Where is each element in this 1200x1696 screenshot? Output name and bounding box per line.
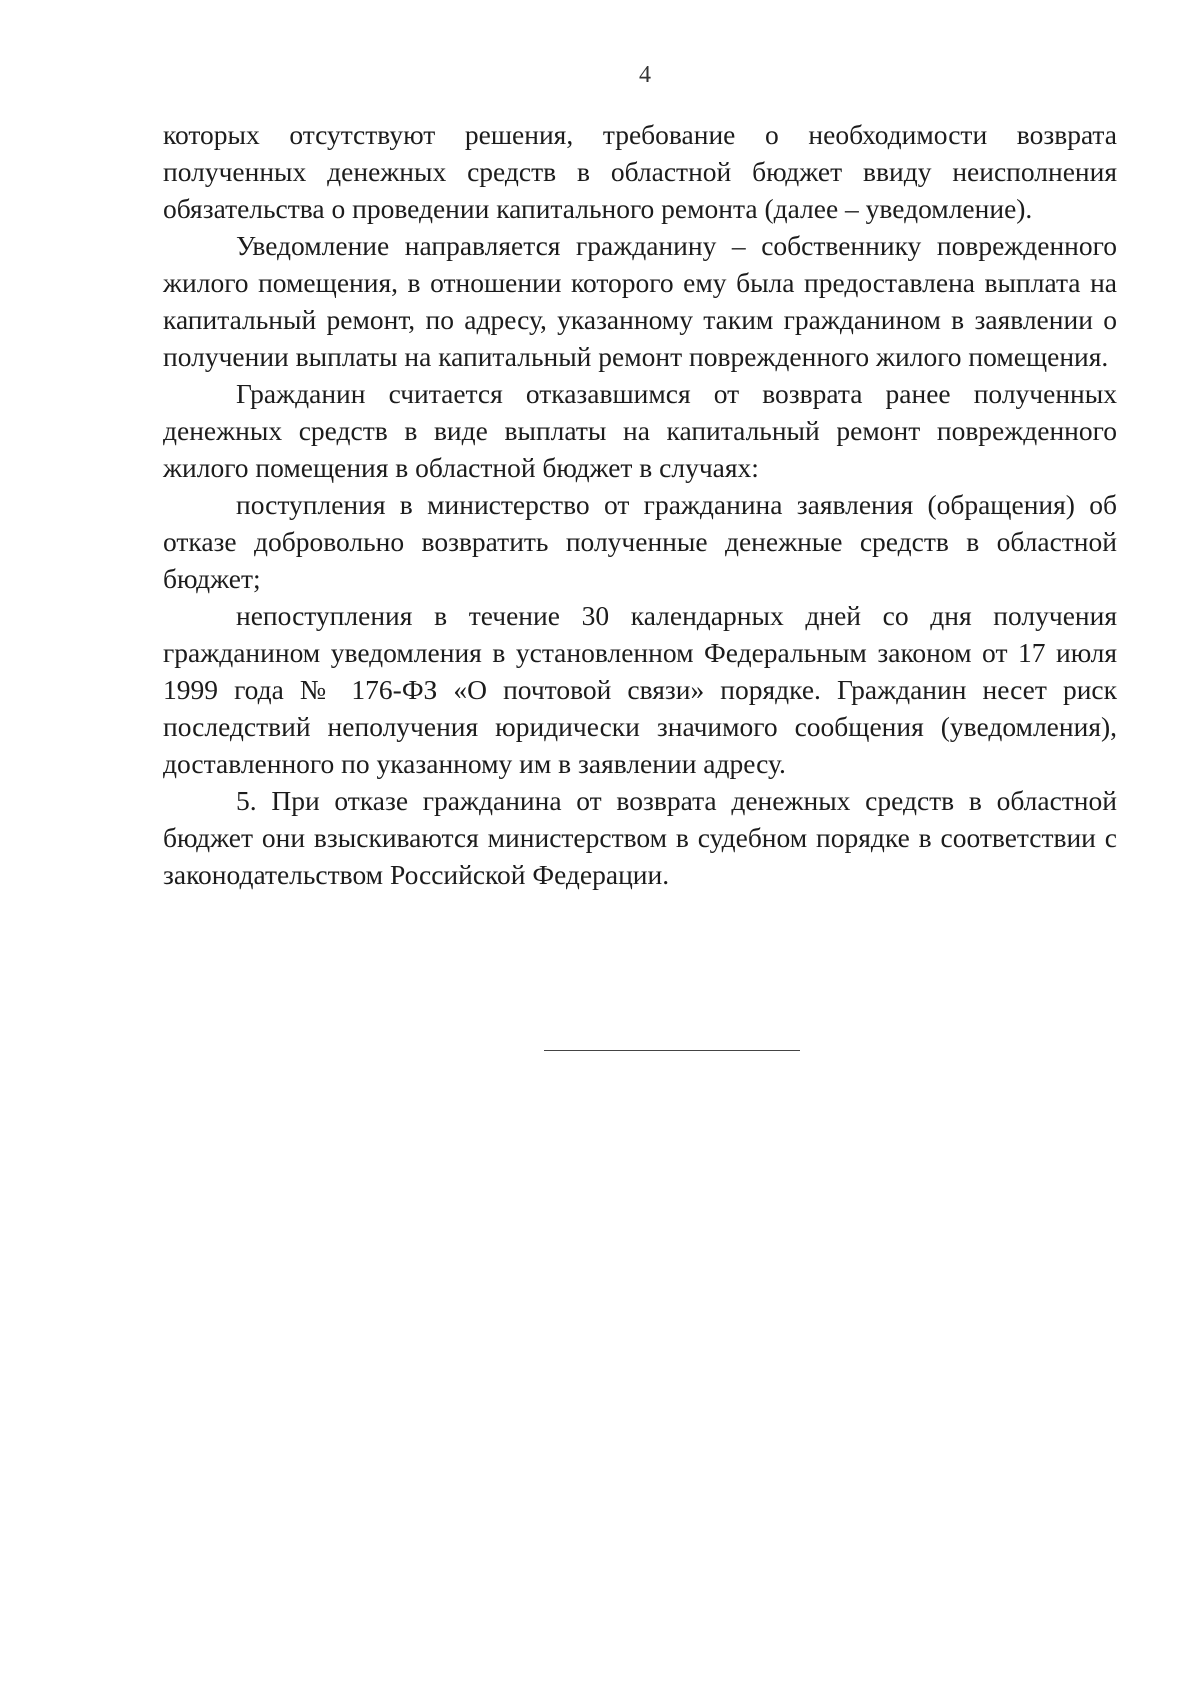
paragraph-refusal-case-application: поступления в министерство от гражданина заявления (обращения) об отказе добровольно возвратить полученные денежные средств в областной бюджет;: [163, 489, 1117, 594]
paragraph-continuation: которых отсутствуют решения, требование о необходимости возврата полученных денежных средств в областной бюджет ввиду неисполнения обязательства о проведении капитального ремонта (далее – уведомление).: [163, 119, 1117, 224]
document-body: [163, 116, 1117, 893]
page-number: 4: [639, 62, 651, 88]
paragraph-clause-5: 5. При отказе гражданина от возврата денежных средств в областной бюджет они взыскиваются министерством в судебном порядке в соответствии с законодательством Российской Федерации.: [163, 785, 1117, 890]
paragraph-refusal-case-no-response: непоступления в течение 30 календарных дней со дня получения гражданином уведомления в установленном Федеральным законом от 17 июля 1999 года № 176-ФЗ «О почтовой связи» порядке. Гражданин несет риск последствий неполучения юридически значимого сообщения (уведомления), доставленного по указанному им в заявлении адресу.: [163, 600, 1117, 779]
paragraph-notification-delivery: Уведомление направляется гражданину – собственнику поврежденного жилого помещения, в отношении которого ему была предоставлена выплата на капитальный ремонт, по адресу, указанному таким гражданином в заявлении о получении выплаты на капитальный ремонт поврежденного жилого помещения.: [163, 230, 1117, 372]
paragraph-refusal-conditions: Гражданин считается отказавшимся от возврата ранее полученных денежных средств в виде выплаты на капитальный ремонт поврежденного жилого помещения в областной бюджет в случаях:: [163, 378, 1117, 483]
end-of-document-rule: [544, 1050, 800, 1051]
